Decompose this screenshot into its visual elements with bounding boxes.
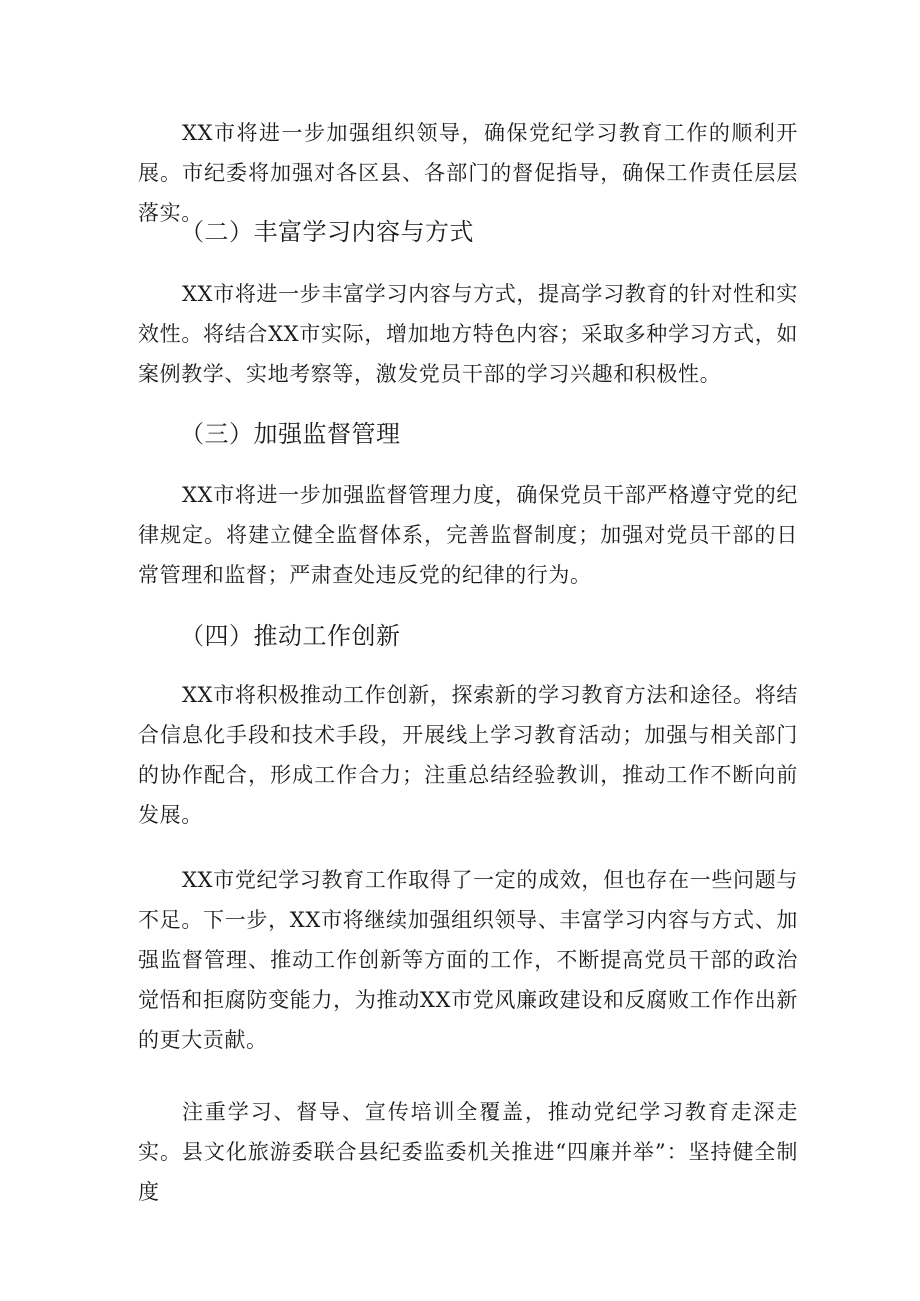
heading-supervision: （三）加强监督管理 — [180, 420, 401, 448]
paragraph-summary: XX市党纪学习教育工作取得了一定的成效，但也存在一些问题与不足。下一步，XX市将继续加强组织领导、丰富学习内容与方式、加强监督管理、推动工作创新等方面的工作，不断提高党员干部的政治觉悟和拒腐防变能力，为推动XX市党风廉政建设和反腐败工作作出新的更大贡献。 — [138, 868, 798, 1052]
heading-innovation: （四）推动工作创新 — [180, 622, 401, 650]
paragraph-enrich-content: XX市将进一步丰富学习内容与方式，提高学习教育的针对性和实效性。将结合XX市实际，增加地方特色内容；采取多种学习方式，如案例教学、实地考察等，激发党员干部的学习兴趣和积极性。 — [138, 282, 798, 386]
heading-enrich-content: （二）丰富学习内容与方式 — [180, 218, 474, 246]
paragraph-full-coverage: 注重学习、督导、宣传培训全覆盖，推动党纪学习教育走深走实。县文化旅游委联合县纪委监委机关推进“四廉并举”：坚持健全制度 — [138, 1100, 798, 1204]
paragraph-innovation: XX市将积极推动工作创新，探索新的学习教育方法和途径。将结合信息化手段和技术手段，开展线上学习教育活动；加强与相关部门的协作配合，形成工作合力；注重总结经验教训，推动工作不断向前发展。 — [138, 683, 798, 827]
paragraph-supervision: XX市将进一步加强监督管理力度，确保党员干部严格遵守党的纪律规定。将建立健全监督体系，完善监督制度；加强对党员干部的日常管理和监督；严肃查处违反党的纪律的行为。 — [138, 483, 798, 587]
paragraph-org-leadership: XX市将进一步加强组织领导，确保党纪学习教育工作的顺利开展。市纪委将加强对各区县、各部门的督促指导，确保工作责任层层落实。 — [138, 121, 798, 225]
